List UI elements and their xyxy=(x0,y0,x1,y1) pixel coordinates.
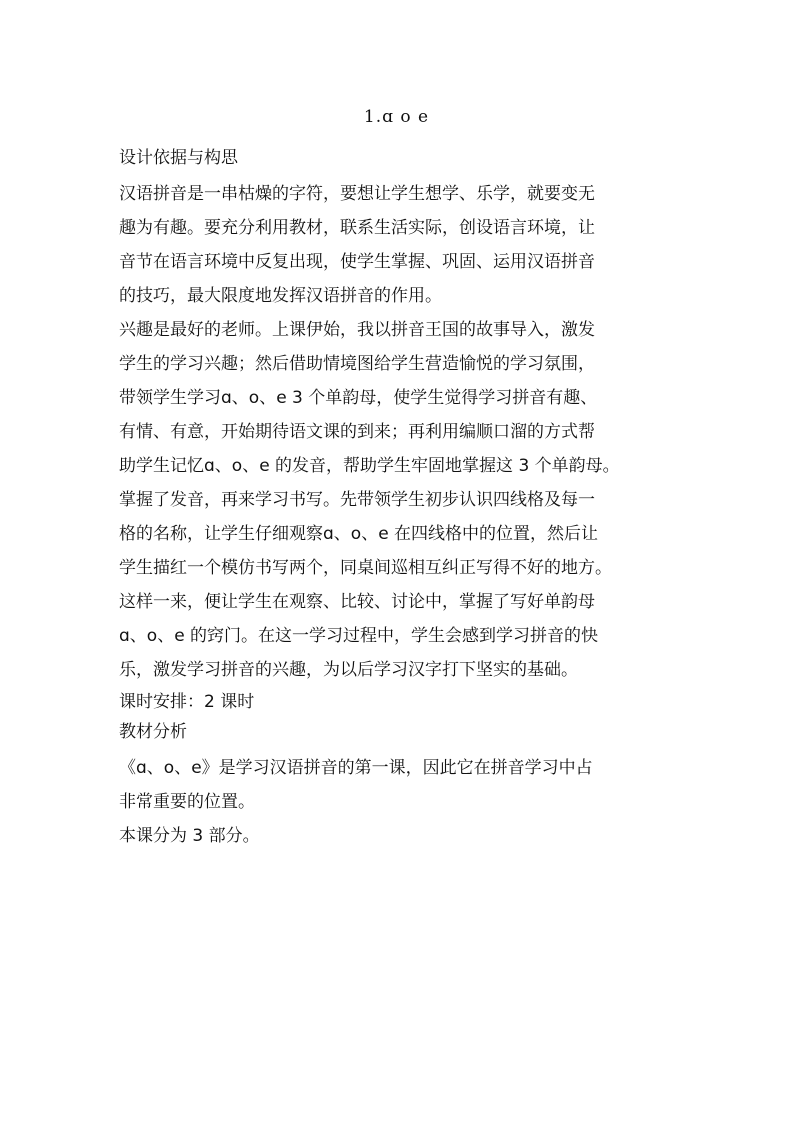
paragraph-line: 助学生记忆ɑ、o、e 的发音，帮助学生牢固地掌握这 3 个单韵母。 xyxy=(119,456,620,476)
paragraph-1 xyxy=(119,177,689,313)
paragraph-3 xyxy=(119,751,689,819)
document-title: 1.ɑ o e xyxy=(363,107,430,127)
paragraph-line: 汉语拼音是一串枯燥的字符，要想让学生想学、乐学，就要变无 xyxy=(119,184,595,204)
paragraph-2 xyxy=(119,313,689,687)
section-heading-analysis: 教材分析 xyxy=(119,722,187,742)
paragraph-line: 的技巧，最大限度地发挥汉语拼音的作用。 xyxy=(119,286,442,306)
paragraph-line: 趣为有趣。要充分利用教材，联系生活实际，创设语言环境，让 xyxy=(119,218,595,238)
paragraph-4: 本课分为 3 部分。 xyxy=(119,826,260,846)
paragraph-line: 格的名称，让学生仔细观察ɑ、o、e 在四线格中的位置，然后让 xyxy=(119,524,599,544)
paragraph-line: 《ɑ、o、e》是学习汉语拼音的第一课，因此它在拼音学习中占 xyxy=(119,758,593,778)
paragraph-line: 有情、有意，开始期待语文课的到来；再利用编顺口溜的方式帮 xyxy=(119,422,595,442)
paragraph-line: 非常重要的位置。 xyxy=(119,792,255,812)
paragraph-line: 掌握了发音，再来学习书写。先带领学生初步认识四线格及每一 xyxy=(119,490,595,510)
class-schedule: 课时安排：2 课时 xyxy=(119,692,255,712)
paragraph-line: 音节在语言环境中反复出现，使学生掌握、巩固、运用汉语拼音 xyxy=(119,252,595,272)
paragraph-line: 兴趣是最好的老师。上课伊始，我以拼音王国的故事导入，激发 xyxy=(119,320,595,340)
paragraph-line: 这样一来，便让学生在观察、比较、讨论中，掌握了写好单韵母 xyxy=(119,592,595,612)
paragraph-line: ɑ、o、e 的窍门。在这一学习过程中，学生会感到学习拼音的快 xyxy=(119,626,599,646)
document-body xyxy=(119,143,689,853)
paragraph-line: 带领学生学习ɑ、o、e 3 个单韵母，使学生觉得学习拼音有趣、 xyxy=(119,388,598,408)
section-heading-design: 设计依据与构思 xyxy=(119,148,238,168)
paragraph-line: 学生描红一个模仿书写两个，同桌间巡相互纠正写得不好的地方。 xyxy=(119,558,612,578)
paragraph-line: 乐，激发学习拼音的兴趣，为以后学习汉字打下坚实的基础。 xyxy=(119,660,578,680)
paragraph-line: 学生的学习兴趣；然后借助情境图给学生营造愉悦的学习氛围， xyxy=(119,354,595,374)
